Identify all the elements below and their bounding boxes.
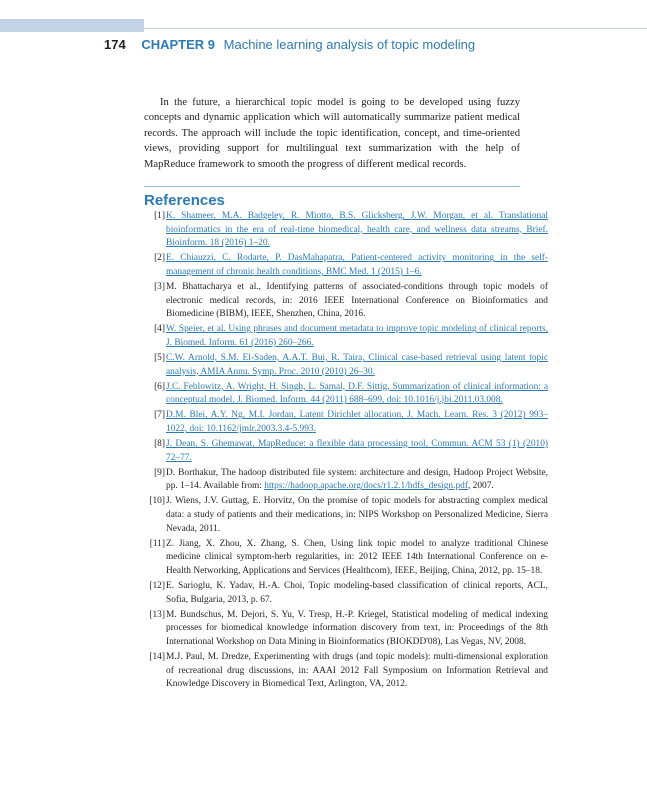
reference-link[interactable]: E. Chiauzzi, C. Rodarte, P. DasMahapatra, Patient-centered activity monitoring in the self-management of chronic health conditions, BMC Med. 1 (2015) 1–6.	[166, 253, 548, 277]
reference-number: [8]	[154, 439, 165, 449]
reference-item	[144, 495, 548, 536]
reference-text: M.J. Paul, M. Dredze, Experimenting with drugs (and topic models): multi-dimensional exploration of recreational drug discussions, in: AAAI 2012 Fall Symposium on Information Retrieval and Knowledge Discovery in Biomedical Text, Arlington, VA, 2012.	[166, 651, 548, 690]
reference-item	[144, 409, 548, 436]
reference-number: [2]	[154, 253, 165, 264]
reference-link[interactable]: D.M. Blei, A.Y. Ng, M.I. Jordan, Latent Dirichlet allocation, J. Mach. Learn. Res. 3 (2012) 993–1022, doi: 10.1162/jmlr.2003.3.4-5.993.	[166, 410, 548, 434]
reference-number: [9]	[154, 467, 165, 478]
reference-number: [10]	[149, 496, 165, 507]
header-accent-bar	[0, 19, 144, 32]
reference-link[interactable]: J. Dean, S. Ghemawat, MapReduce: a flexible data processing tool, Commun. ACM 53 (1) (2010) 72–77.	[166, 439, 548, 463]
reference-item	[144, 609, 548, 650]
reference-number: [4]	[154, 324, 165, 335]
reference-item	[144, 467, 548, 494]
chapter-label: CHAPTER 9	[141, 37, 216, 52]
reference-item	[144, 538, 548, 579]
reference-number: [3]	[154, 281, 165, 292]
reference-item	[144, 323, 548, 350]
reference-link[interactable]: W. Speier, et al. Using phrases and document metadata to improve topic modeling of clinical reports, J. Biomed. Inform. 61 (2016) 260–266.	[166, 324, 548, 348]
reference-item	[144, 381, 548, 408]
reference-number: [5]	[154, 352, 165, 363]
reference-item	[144, 281, 548, 322]
chapter-title: Machine learning analysis of topic modeling	[223, 37, 476, 52]
reference-text: Z. Jiang, X. Zhou, X. Zhang, S. Chen, Using link topic model to analyze traditional Chinese medicine clinical symptom-herb regularities, in: 2012 IEEE 14th International Conference on e-Health Networking, Applications and Services (Healthcom), IEEE, Beijing, China, 2012, pp. 15–18.	[166, 538, 548, 576]
reference-number: [11]	[149, 538, 165, 549]
reference-text: M. Bhattacharya et al., Identifying patterns of associated-conditions through topic models of electronic medical records, in: 2016 IEEE International Conference on Bioinformatics and Biomedicine (BIBM), IEEE, Shenzhen, China, 2016.	[166, 281, 548, 320]
references-rule	[144, 186, 520, 187]
intro-paragraph: In the future, a hierarchical topic model is going to be developed using fuzzy concepts and dynamic application which will automatically summarize patient medical records. The approach will include the topic identification, concept, and time-oriented views, providing support for multilingual text summarization with the help of MapReduce framework to smooth the progress of different medical records.	[144, 97, 520, 170]
reference-text: M. Bundschus, M. Dejori, S. Yu, V. Tresp, H.-P. Kriegel, Statistical modeling of medical indexing processes for biomedical knowledge information discovery from text, in: Proceedings of the 8th International Workshop on Data Mining in Bioinformatics (BIOKDD'08), Las Vegas, NV, 2008.	[166, 609, 548, 647]
reference-link[interactable]: C.W. Arnold, S.M. El-Saden, A.A.T. Bui, R. Taira, Clinical case-based retrieval using latent topic analysis, AMIA Annu. Symp. Proc. 2010 (2010) 26–30.	[166, 352, 548, 377]
reference-text-before: D. Borthakur, The hadoop distributed file system: architecture and design, Hadoop Project Website, pp. 1–14. Available from:	[166, 467, 548, 492]
reference-text-after: , 2007.	[467, 481, 494, 492]
reference-link[interactable]: J.C. Feblowitz, A. Wright, H. Singh, L. Samal, D.F. Sittig, Summarization of clinical information: a conceptual model, J. Biomed. Inform. 44 (2011) 688–699, doi: 10.1016/j.jbi.2011.03.008.	[166, 381, 548, 406]
hdfs-design-url[interactable]: https://hadoop.apache.org/docs/r1.2.1/hdfs_design.pdf	[264, 481, 468, 492]
reference-number: [6]	[154, 381, 165, 392]
reference-number: [1]	[154, 211, 165, 221]
running-head	[104, 37, 475, 52]
reference-item	[144, 252, 548, 279]
reference-number: [14]	[149, 651, 165, 662]
reference-number: [7]	[154, 410, 165, 421]
reference-item	[144, 580, 548, 607]
reference-text: E. Sarioglu, K. Yadav, H.-A. Choi, Topic modeling-based classification of clinical reports, ACL, Sofia, Bulgaria, 2013, p. 67.	[166, 580, 548, 605]
reference-item	[144, 651, 548, 692]
references-heading: References	[144, 192, 225, 209]
reference-link[interactable]: K. Shameer, M.A. Badgeley, R. Miotto, B.S. Glicksberg, J.W. Morgan, et al. Translational bioinformatics in the era of real-time biomedical, health care, and wellness data streams, Brief. Bioinform. 18 (2016) 1–20.	[166, 211, 548, 249]
reference-text	[166, 468, 548, 492]
page-number: 174	[104, 37, 126, 52]
reference-item	[144, 210, 548, 251]
header-rule	[144, 28, 647, 29]
reference-number: [12]	[149, 580, 165, 591]
reference-item	[144, 438, 548, 465]
reference-text: J. Wiens, J.V. Guttag, E. Horvitz, On the promise of topic models for abstracting complex medical data: a study of patients and their medications, in: NIPS Workshop on Personalized Medicine, Sierra Nevada, 2011.	[166, 496, 548, 534]
reference-list	[144, 210, 548, 693]
reference-item	[144, 352, 548, 379]
reference-number: [13]	[149, 609, 165, 620]
